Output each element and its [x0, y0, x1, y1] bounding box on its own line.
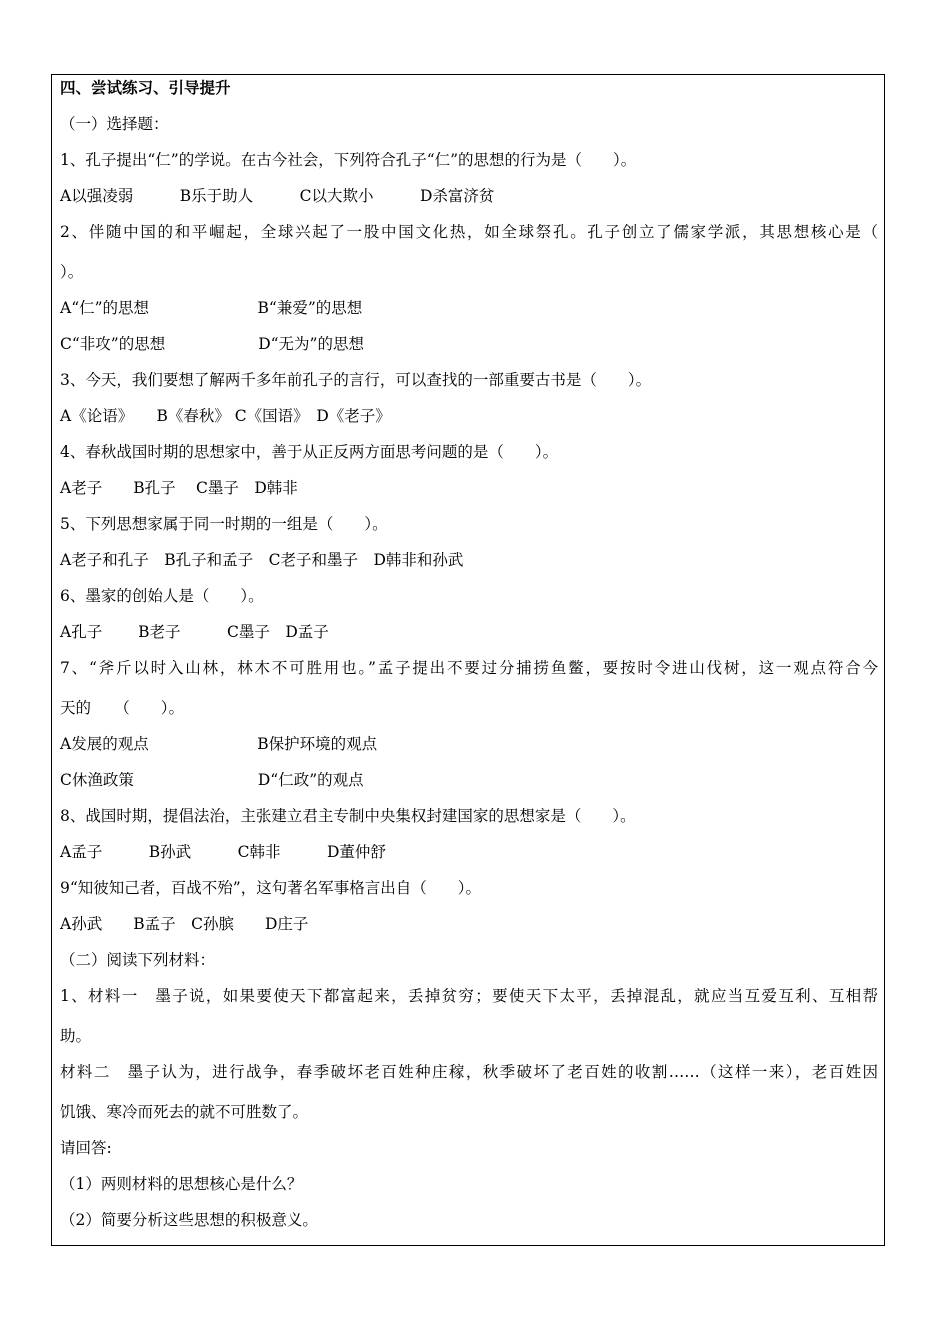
question-8-options: A孟子 B孙武 C韩非 D董仲舒 — [60, 843, 386, 861]
material-1-cont: 助。 — [60, 1027, 92, 1045]
material-2-cont: 饥饿、寒冷而死去的就不可胜数了。 — [60, 1103, 309, 1121]
question-2-options-ab: A“仁”的思想 B“兼爱”的思想 — [60, 299, 363, 317]
question-6-options: A孔子 B老子 C墨子 D孟子 — [60, 623, 329, 641]
material-1: 1、材料一 墨子说，如果要使天下都富起来，丢掉贫穷；要使天下太平，丢掉混乱，就应当互爱互利、互相帮 — [60, 987, 878, 1005]
question-9-options: A孙武 B孟子 C孙膑 D庄子 — [60, 915, 309, 933]
question-5-stem: 5、下列思想家属于同一时期的一组是（ ）。 — [60, 515, 388, 533]
question-5-options: A老子和孔子 B孔子和孟子 C老子和墨子 D韩非和孙武 — [60, 551, 464, 569]
question-9-stem: 9“知彼知己者，百战不殆”，这句著名军事格言出自（ ）。 — [60, 879, 481, 897]
material-2: 材料二 墨子认为，进行战争，春季破坏老百姓种庄稼，秋季破坏了老百姓的收割……（这样一来），老百姓因 — [60, 1063, 878, 1081]
question-1-options: A以强凌弱 B乐于助人 C以大欺小 D杀富济贫 — [60, 187, 495, 205]
question-2-stem: 2、伴随中国的和平崛起，全球兴起了一股中国文化热，如全球祭孔。孔子创立了儒家学派，其思想核心是（ — [60, 223, 878, 241]
question-7-options-ab: A发展的观点 B保护环境的观点 — [60, 735, 378, 753]
part2-heading: （二）阅读下列材料： — [60, 951, 216, 969]
question-3-stem: 3、今天，我们要想了解两千多年前孔子的言行，可以查找的一部重要古书是（ ）。 — [60, 371, 652, 389]
question-6-stem: 6、墨家的创始人是（ ）。 — [60, 587, 264, 605]
answer-prompt: 请回答: — [60, 1139, 112, 1157]
question-3-options: A《论语》 B《春秋》 C《国语》 D《老子》 — [60, 407, 391, 425]
question-4-options: A老子 B孔子 C墨子 D韩非 — [60, 479, 298, 497]
question-2-stem-cont: ）。 — [60, 263, 84, 281]
question-8-stem: 8、战国时期，提倡法治，主张建立君主专制中央集权封建国家的思想家是（ ）。 — [60, 807, 636, 825]
question-7-options-cd: C休渔政策 D“仁政”的观点 — [60, 771, 364, 789]
question-2-options-cd: C“非攻”的思想 D“无为”的思想 — [60, 335, 364, 353]
question-1-stem: 1、孔子提出“仁”的学说。在古今社会，下列符合孔子“仁”的思想的行为是（ ）。 — [60, 151, 637, 169]
reading-question-2: （2）简要分析这些思想的积极意义。 — [60, 1211, 318, 1229]
section-title: 四、尝试练习、引导提升 — [60, 78, 231, 97]
question-7-stem-cont: 天的 （ ）。 — [60, 699, 185, 717]
part1-heading: （一）选择题： — [60, 115, 169, 133]
reading-question-1: （1）两则材料的思想核心是什么？ — [60, 1175, 303, 1193]
question-4-stem: 4、春秋战国时期的思想家中，善于从正反两方面思考问题的是（ ）。 — [60, 443, 559, 461]
question-7-stem: 7、“斧斤以时入山林，林木不可胜用也。”孟子提出不要过分捕捞鱼鳖，要按时令进山伐树，这一观点符合今 — [60, 659, 878, 677]
